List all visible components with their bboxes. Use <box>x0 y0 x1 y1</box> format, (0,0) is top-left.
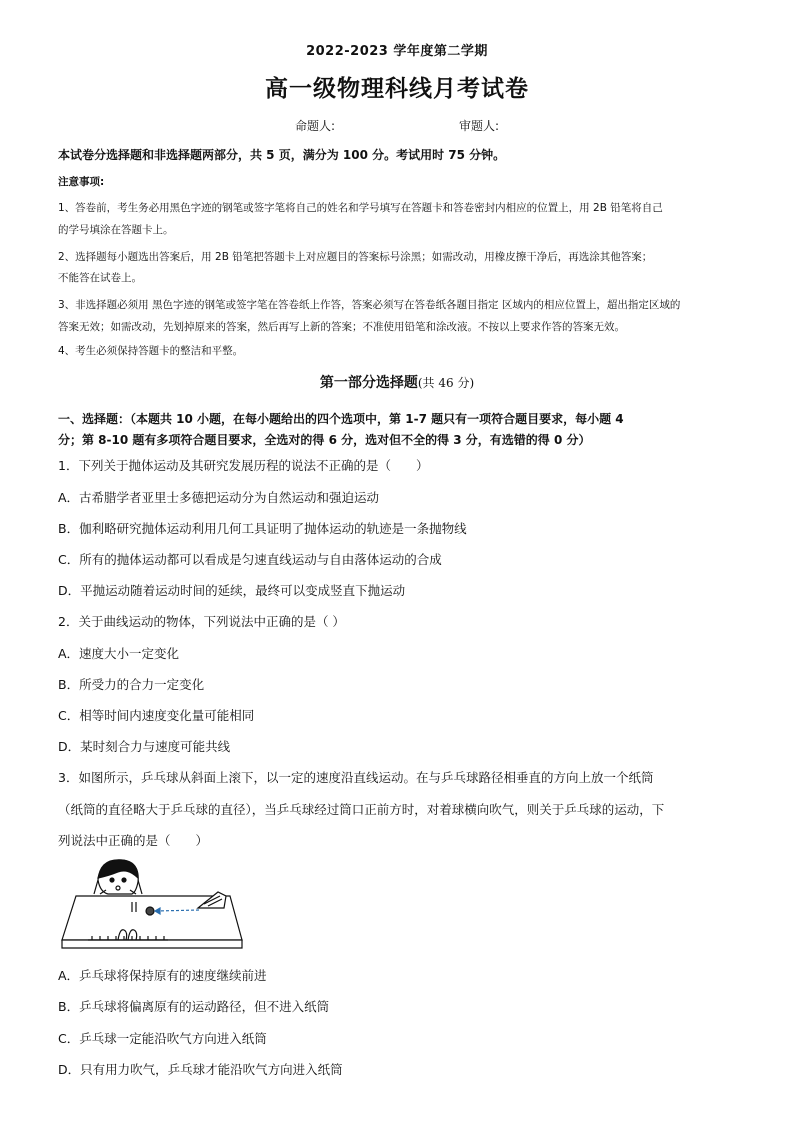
girl-blowing-ping-pong-ball-illustration <box>58 856 248 956</box>
semester-heading: 2022-2023 学年度第二学期 <box>306 44 488 59</box>
question-1-option-a: A．古希腊学者亚里士多德把运动分为自然运动和强迫运动 <box>58 490 380 505</box>
question-2-option-c: C．相等时间内速度变化量可能相同 <box>58 708 255 723</box>
question-1-option-d: D．平抛运动随着运动时间的延续，最终可以变成竖直下抛运动 <box>58 583 406 598</box>
question-2-option-d: D．某时刻合力与速度可能共线 <box>58 739 231 754</box>
part-intro-line-1: 一、选择题：（本题共 10 小题，在每小题给出的四个选项中，第 1-7 题只有一项符合题目要求，每小题 4 <box>58 412 624 426</box>
notice-item-2-line-2: 不能答在试卷上。 <box>58 272 142 284</box>
exam-intro: 本试卷分选择题和非选择题两部分，共 5 页，满分为 100 分。考试用时 75 分钟。 <box>58 148 506 162</box>
question-3-option-a: A．乒乓球将保持原有的速度继续前进 <box>58 968 267 983</box>
notice-item-1-line-1: 1、答卷前，考生务必用黑色字迹的钢笔或签字笔将自己的姓名和学号填写在答题卡和答卷密封内相应的位置上，用 2B 铅笔将自己 <box>58 202 663 214</box>
section-title: 第一部分选择题 <box>319 375 418 391</box>
question-3-stem-line-3: 列说法中正确的是（ ） <box>58 833 209 848</box>
author-line <box>0 117 794 134</box>
notice-heading: 注意事项: <box>58 176 105 188</box>
question-3-stem-line-2: （纸筒的直径略大于乒乓球的直径），当乒乓球经过筒口正前方时，对着球横向吹气，则关于乒乓球的运动，下 <box>58 802 665 817</box>
question-2-stem: 2．关于曲线运动的物体，下列说法中正确的是（ ） <box>58 614 345 629</box>
notice-item-3-line-2: 答案无效；如需改动，先划掉原来的答案，然后再写上新的答案；不准使用铅笔和涂改液。不按以上要求作答的答案无效。 <box>58 321 625 333</box>
section-heading <box>0 372 794 392</box>
question-1-option-c: C．所有的抛体运动都可以看成是匀速直线运动与自由落体运动的合成 <box>58 552 442 567</box>
author-label: 命题人: <box>294 119 335 133</box>
question-1-stem: 1．下列关于抛体运动及其研究发展历程的说法不正确的是（ ） <box>58 458 429 473</box>
notice-item-1-line-2: 的学号填涂在答题卡上。 <box>58 224 174 236</box>
question-2-option-a: A．速度大小一定变化 <box>58 646 180 661</box>
question-2-option-b: B．所受力的合力一定变化 <box>58 677 205 692</box>
notice-item-3-line-1: 3、非选择题必须用 黑色字迹的钢笔或签字笔在答卷纸上作答，答案必须写在答卷纸各题目指定 区域内的相应位置上，超出指定区域的 <box>58 299 681 311</box>
question-1-option-b: B．伽利略研究抛体运动利用几何工具证明了抛体运动的轨迹是一条抛物线 <box>58 521 467 536</box>
notice-item-4: 4、考生必须保持答题卡的整洁和平整。 <box>58 345 244 357</box>
reviewer-label: 审题人: <box>459 119 500 133</box>
section-subtitle: (共 46 分) <box>417 376 475 390</box>
question-3-option-d: D．只有用力吹气，乒乓球才能沿吹气方向进入纸筒 <box>58 1062 343 1077</box>
question-3-option-c: C．乒乓球一定能沿吹气方向进入纸筒 <box>58 1031 267 1046</box>
question-3-option-b: B．乒乓球将偏离原有的运动路径，但不进入纸筒 <box>58 999 330 1014</box>
exam-title: 高一级物理科线月考试卷 <box>265 75 529 102</box>
question-3-stem-line-1: 3．如图所示，乒乓球从斜面上滚下，以一定的速度沿直线运动。在与乒乓球路径相垂直的方向上放一个纸筒 <box>58 770 654 785</box>
part-intro-line-2: 分；第 8-10 题有多项符合题目要求，全选对的得 6 分，选对但不全的得 3 分，有选错的得 0 分） <box>58 433 591 447</box>
notice-item-2-line-1: 2、选择题每小题选出答案后，用 2B 铅笔把答题卡上对应题目的答案标号涂黑；如需改动，用橡皮擦干净后，再选涂其他答案； <box>58 251 653 263</box>
